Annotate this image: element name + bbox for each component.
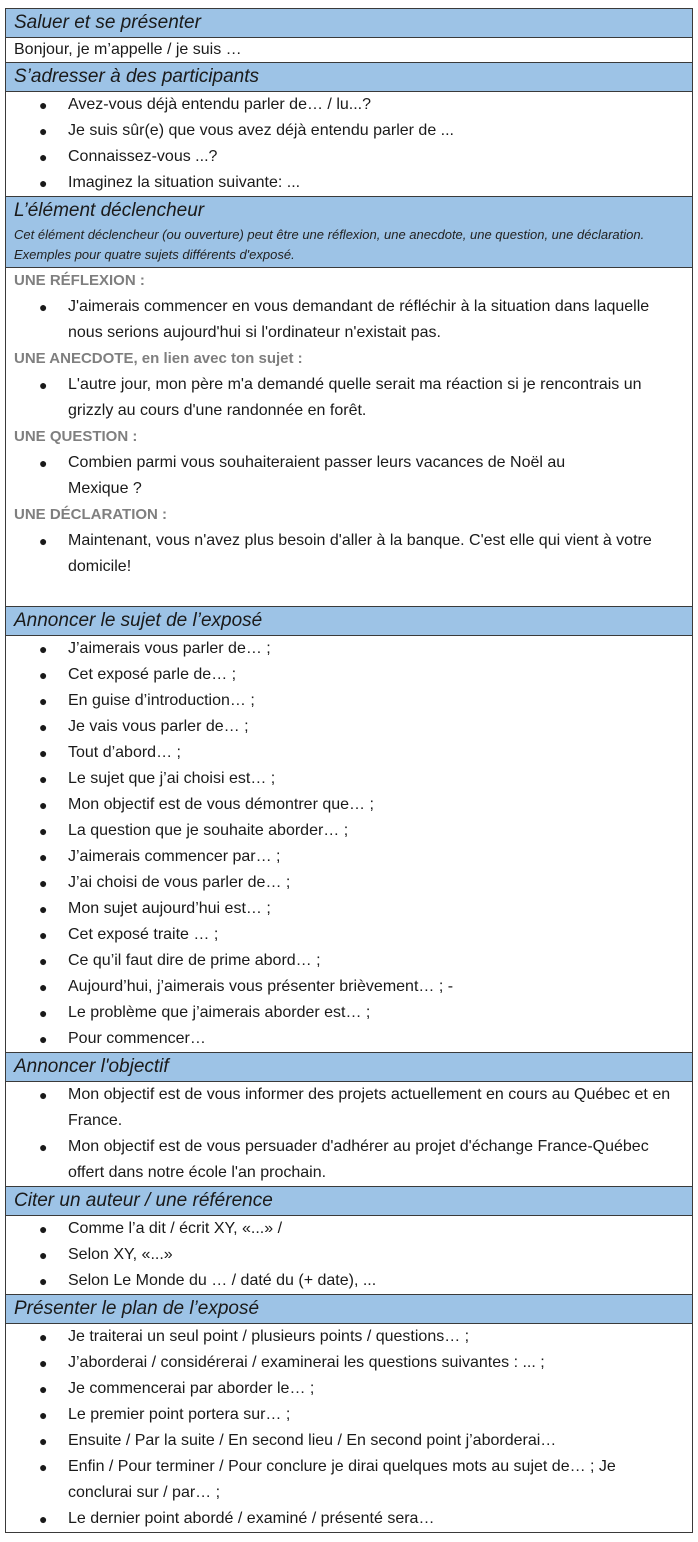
bullet-icon: ● xyxy=(39,875,48,891)
bullet-icon: ● xyxy=(39,377,48,393)
section-header-saluer xyxy=(6,9,693,38)
bullet-list xyxy=(6,372,692,424)
bullet-icon: ● xyxy=(39,849,48,865)
section-title: L’élément déclencheur xyxy=(14,200,205,221)
bullet-list xyxy=(6,1082,692,1186)
section-body-declencheur xyxy=(6,268,693,607)
list-item: ● Comme l’a dit / écrit XY, «...» / xyxy=(6,1216,692,1242)
section-body-adresser xyxy=(6,92,693,197)
section-body-citer xyxy=(6,1216,693,1295)
section-body-saluer xyxy=(6,38,693,63)
subheading-reflexion: UNE RÉFLEXION : xyxy=(14,272,145,289)
bullet-list xyxy=(6,636,692,1052)
blank-line xyxy=(6,580,692,606)
bullet-list xyxy=(6,450,692,502)
section-header-declencheur xyxy=(6,197,693,268)
list-item: ● Cet exposé parle de… ; xyxy=(6,662,692,688)
list-item: ● Je vais vous parler de… ; xyxy=(6,714,692,740)
section-header-adresser xyxy=(6,63,693,92)
list-item: ● Mon objectif est de vous démontrer que… ; xyxy=(6,792,692,818)
bullet-icon: ● xyxy=(39,175,48,191)
list-item: ● Cet exposé traite … ; xyxy=(6,922,692,948)
bullet-icon: ● xyxy=(39,1031,48,1047)
bullet-icon: ● xyxy=(39,719,48,735)
bullet-icon: ● xyxy=(39,149,48,165)
bullet-icon: ● xyxy=(39,1087,48,1103)
section-note: Cet élément déclencheur (ou ouverture) peut être une réflexion, une anecdote, une question, une déclaration. Exemples pour quatre sujets différents d'exposé. xyxy=(14,227,645,262)
list-item: ● Mon sujet aujourd’hui est… ; xyxy=(6,896,692,922)
bullet-icon: ● xyxy=(39,299,48,315)
section-title: Saluer et se présenter xyxy=(14,12,201,33)
bullet-icon: ● xyxy=(39,1511,48,1527)
section-body-plan xyxy=(6,1324,693,1533)
bullet-icon: ● xyxy=(39,953,48,969)
list-item: ● Imaginez la situation suivante: ... xyxy=(6,170,692,196)
list-item: ● Je commencerai par aborder le… ; xyxy=(6,1376,692,1402)
bullet-icon: ● xyxy=(39,927,48,943)
list-item: ● Le sujet que j’ai choisi est… ; xyxy=(6,766,692,792)
list-item: ● Avez-vous déjà entendu parler de… / lu...? xyxy=(6,92,692,118)
bullet-icon: ● xyxy=(39,1221,48,1237)
bullet-icon: ● xyxy=(39,97,48,113)
section-header-plan xyxy=(6,1295,693,1324)
list-item: ● Je suis sûr(e) que vous avez déjà entendu parler de ... xyxy=(6,118,692,144)
section-title: S’adresser à des participants xyxy=(14,66,260,87)
list-item: ● Maintenant, vous n'avez plus besoin d'aller à la banque. C'est elle qui vient à votre domicile! xyxy=(6,528,692,580)
list-item: ● Le dernier point abordé / examiné / présenté sera… xyxy=(6,1506,692,1532)
bullet-list xyxy=(6,92,692,196)
list-item: ● Selon Le Monde du … / daté du (+ date), ... xyxy=(6,1268,692,1294)
bullet-icon: ● xyxy=(39,641,48,657)
bullet-icon: ● xyxy=(39,1273,48,1289)
section-body-sujet xyxy=(6,636,693,1053)
bullet-icon: ● xyxy=(39,1247,48,1263)
list-item: ● Pour commencer… xyxy=(6,1026,692,1052)
list-item: ● J’aimerais commencer par… ; xyxy=(6,844,692,870)
list-item: ● Connaissez-vous ...? xyxy=(6,144,692,170)
section-title: Annoncer le sujet de l’exposé xyxy=(14,610,263,631)
section-title: Citer un auteur / une référence xyxy=(14,1190,273,1211)
bullet-list xyxy=(6,528,692,580)
list-item: ● Le premier point portera sur… ; xyxy=(6,1402,692,1428)
bullet-icon: ● xyxy=(39,745,48,761)
list-item: ● L'autre jour, mon père m'a demandé quelle serait ma réaction si je rencontrais un grizzly au cours d'une randonnée en forêt. xyxy=(6,372,692,424)
bullet-icon: ● xyxy=(39,1329,48,1345)
greeting-text: Bonjour, je m’appelle / je suis … xyxy=(14,41,242,58)
list-item: ● La question que je souhaite aborder… ; xyxy=(6,818,692,844)
bullet-icon: ● xyxy=(39,1355,48,1371)
bullet-icon: ● xyxy=(39,771,48,787)
list-item: ● J’aimerais vous parler de… ; xyxy=(6,636,692,662)
subheading-declaration: UNE DÉCLARATION : xyxy=(14,506,168,523)
section-title: Présenter le plan de l’exposé xyxy=(14,1298,260,1319)
list-item: ● Selon XY, «...» xyxy=(6,1242,692,1268)
list-item: ● Tout d’abord… ; xyxy=(6,740,692,766)
bullet-icon: ● xyxy=(39,693,48,709)
bullet-list xyxy=(6,294,692,346)
list-item: ● En guise d’introduction… ; xyxy=(6,688,692,714)
bullet-icon: ● xyxy=(39,1433,48,1449)
subheading-anecdote: UNE ANECDOTE, en lien avec ton sujet : xyxy=(14,350,303,367)
list-item: ● J’ai choisi de vous parler de… ; xyxy=(6,870,692,896)
list-item: ● Aujourd’hui, j’aimerais vous présenter brièvement… ; - xyxy=(6,974,692,1000)
bullet-icon: ● xyxy=(39,123,48,139)
bullet-list xyxy=(6,1216,692,1294)
bullet-icon: ● xyxy=(39,797,48,813)
list-item: ● J'aimerais commencer en vous demandant de réfléchir à la situation dans laquelle nous serions aujourd'hui si l'ordinateur n'existait pas. xyxy=(6,294,692,346)
section-header-citer xyxy=(6,1187,693,1216)
bullet-icon: ● xyxy=(39,667,48,683)
subheading-question: UNE QUESTION : xyxy=(14,428,138,445)
bullet-icon: ● xyxy=(39,901,48,917)
list-item: ● Ce qu’il faut dire de prime abord… ; xyxy=(6,948,692,974)
bullet-icon: ● xyxy=(39,1005,48,1021)
bullet-icon: ● xyxy=(39,1407,48,1423)
list-item: ● Je traiterai un seul point / plusieurs points / questions… ; xyxy=(6,1324,692,1350)
section-header-sujet xyxy=(6,607,693,636)
bullet-icon: ● xyxy=(39,1381,48,1397)
list-item: ● Combien parmi vous souhaiteraient passer leurs vacances de Noël au Mexique ? xyxy=(6,450,692,502)
list-item: ● Ensuite / Par la suite / En second lieu / En second point j’aborderai… xyxy=(6,1428,692,1454)
list-item: ● Enfin / Pour terminer / Pour conclure je dirai quelques mots au sujet de… ; Je conclurai sur / par… ; xyxy=(6,1454,692,1506)
phrases-sheet xyxy=(5,8,693,1533)
list-item: ● Le problème que j’aimerais aborder est… ; xyxy=(6,1000,692,1026)
section-header-objectif xyxy=(6,1053,693,1082)
list-item: ● Mon objectif est de vous informer des projets actuellement en cours au Québec et en France. xyxy=(6,1082,692,1134)
bullet-icon: ● xyxy=(39,455,48,471)
bullet-icon: ● xyxy=(39,1139,48,1155)
bullet-icon: ● xyxy=(39,1459,48,1475)
bullet-icon: ● xyxy=(39,533,48,549)
phrases-table xyxy=(5,8,693,1533)
section-title: Annoncer l'objectif xyxy=(14,1056,169,1077)
bullet-list xyxy=(6,1324,692,1532)
bullet-icon: ● xyxy=(39,979,48,995)
list-item: ● Mon objectif est de vous persuader d'adhérer au projet d'échange France-Québec offert dans notre école l'an prochain. xyxy=(6,1134,692,1186)
bullet-icon: ● xyxy=(39,823,48,839)
section-body-objectif xyxy=(6,1082,693,1187)
list-item: ● J’aborderai / considérerai / examinerai les questions suivantes : ... ; xyxy=(6,1350,692,1376)
